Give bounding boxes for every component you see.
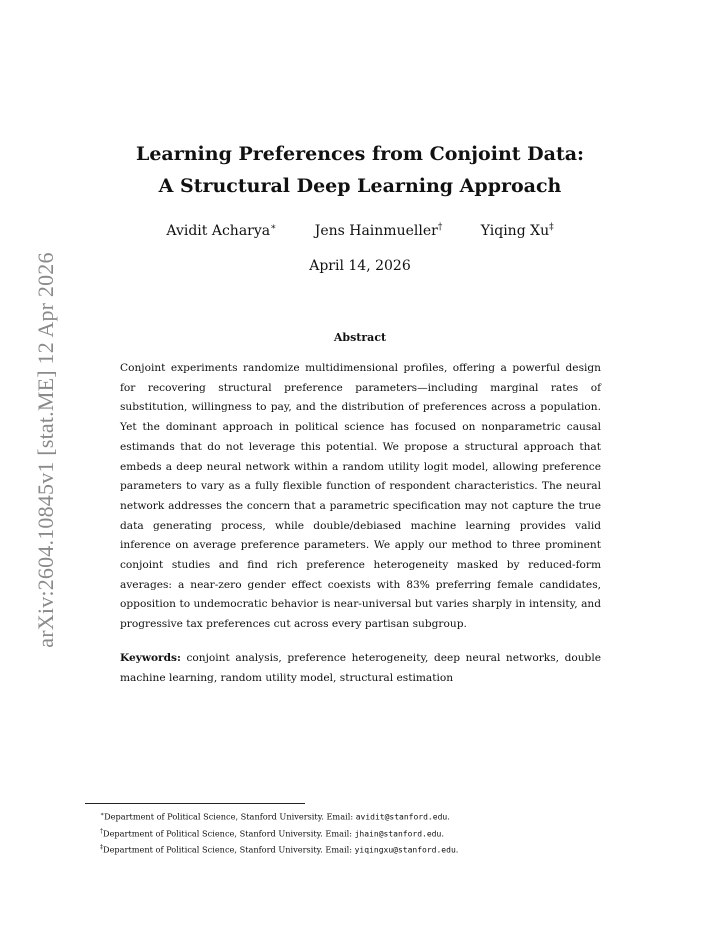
author-name: Avidit Acharya [166, 222, 271, 239]
footnote-rule [85, 803, 305, 804]
keywords-paragraph [120, 649, 601, 688]
author-2 [315, 223, 443, 239]
arxiv-identifier-stamp: arXiv:2604.10845v1 [stat.ME] 12 Apr 2026 [33, 252, 58, 648]
author-list [0, 222, 720, 239]
abstract-heading: Abstract [333, 331, 387, 344]
title-line-1: Learning Preferences from Conjoint Data: [135, 143, 585, 165]
keywords-text: conjoint analysis, preference heterogeneity, deep neural networks, double machine learning, random utility model, structural estimation [120, 652, 601, 684]
footnote-affiliation: Department of Political Science, Stanford University. Email: [104, 811, 354, 822]
author-footnote-mark: ∗ [270, 222, 277, 232]
footnote-email[interactable]: yiqingxu@stanford.edu [354, 846, 456, 856]
footnote-end: . [455, 845, 459, 856]
author-name: Yiqing Xu [480, 222, 550, 239]
author-1 [166, 223, 276, 239]
footnote-mark: ‡ [100, 844, 103, 852]
paper-date: April 14, 2026 [309, 258, 411, 274]
author-name: Jens Hainmueller [314, 222, 438, 239]
paper-title [0, 138, 720, 202]
footnote-end: . [447, 811, 450, 822]
footnote-mark: † [100, 827, 103, 835]
footnote-2 [100, 825, 458, 842]
footnote-affiliation: Department of Political Science, Stanford University. Email: [103, 845, 352, 856]
footnote-email[interactable]: avidit@stanford.edu [355, 812, 448, 822]
author-footnote-mark: † [437, 222, 443, 232]
footnote-1 [100, 808, 458, 825]
keywords-label: Keywords: [120, 652, 181, 664]
author-3 [481, 223, 554, 239]
footnote-end: . [441, 828, 444, 839]
footnotes [100, 808, 458, 858]
footnote-email[interactable]: jhain@stanford.edu [354, 829, 442, 839]
abstract-body: Conjoint experiments randomize multidimensional profiles, offering a powerful design for recovering structural preference parameters—including marginal rates of substitution, willingness to pay, and the distribution of preferences across a population. Yet the dominant approach in political science has focused on nonparametric causal estimands that do not leverage this potential. We propose a structural approach that embeds a deep neural network within a random utility logit model, allowing preference parameters to vary as a fully flexible function of respondent characteristics. The neural network addresses the concern that a parametric specification may not capture the true data generating process, while double/debiased machine learning provides valid inference on average preference parameters. We apply our method to three prominent conjoint studies and find rich preference heterogeneity masked by reduced-form averages: a near-zero gender effect coexists with 83% preferring female candidates, opposition to undemocratic behavior is near-universal but varies sharply in intensity, and progressive tax preferences cut across every partisan subgroup. [120, 362, 601, 631]
author-footnote-mark: ‡ [549, 222, 554, 232]
footnote-3 [100, 841, 458, 858]
footnote-mark: ∗ [100, 811, 105, 818]
footnote-affiliation: Department of Political Science, Stanford University. Email: [103, 828, 352, 839]
title-line-2: A Structural Deep Learning Approach [158, 175, 562, 197]
